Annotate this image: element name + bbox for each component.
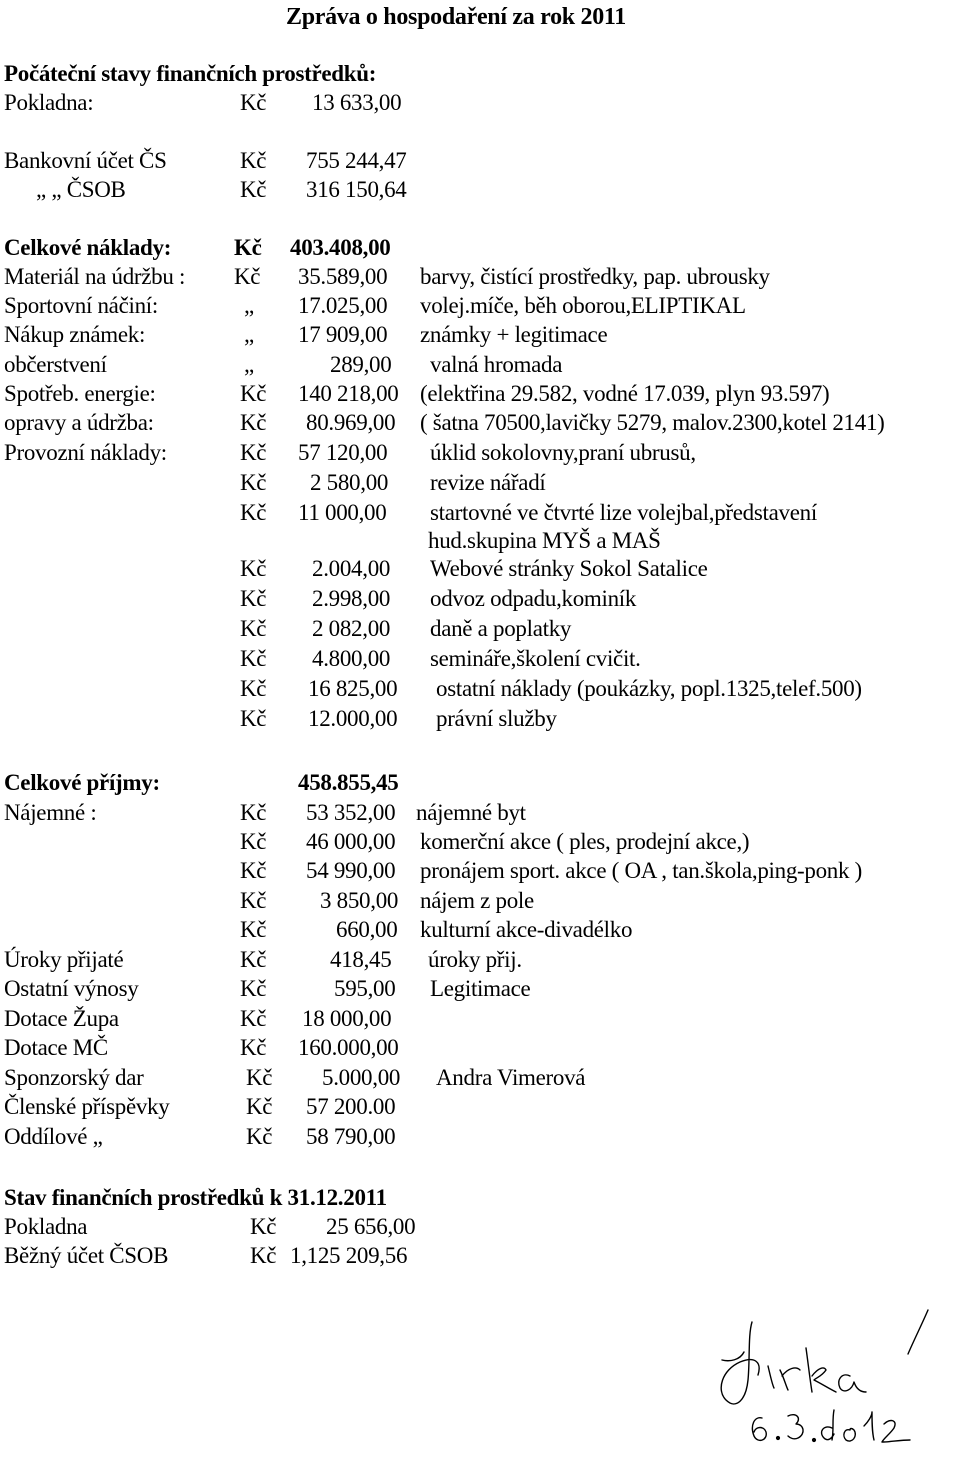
- income-note: Legitimace: [430, 976, 531, 1001]
- closing-label-pokladna: Pokladna: [4, 1214, 88, 1239]
- expense-currency: Kč: [240, 556, 267, 581]
- expense-amount: 35.589,00: [298, 264, 388, 289]
- income-currency: Kč: [240, 858, 267, 883]
- income-label: Dotace Župa: [4, 1006, 119, 1031]
- expense-note: semináře,školení cvičit.: [430, 646, 641, 671]
- income-label: Úroky přijaté: [4, 947, 124, 972]
- expense-amount: 12.000,00: [308, 706, 398, 731]
- income-currency: Kč: [240, 888, 267, 913]
- opening-label-pokladna: Pokladna:: [4, 90, 94, 115]
- expense-label: Spotřeb. energie:: [4, 381, 156, 406]
- expense-label: opravy a údržba:: [4, 410, 154, 435]
- opening-amount-pokladna: 13 633,00: [312, 90, 402, 115]
- handwritten-signature: [700, 1300, 940, 1450]
- expense-currency: „: [244, 293, 254, 318]
- opening-amount-cs: 755 244,47: [306, 148, 407, 173]
- opening-cur-pokladna: Kč: [240, 90, 267, 115]
- income-label: Ostatní výnosy: [4, 976, 139, 1001]
- income-amount: 3 850,00: [320, 888, 399, 913]
- expense-amount: 2.004,00: [312, 556, 391, 581]
- opening-cur-cs: Kč: [240, 148, 267, 173]
- expense-currency: Kč: [240, 706, 267, 731]
- expense-currency: Kč: [240, 646, 267, 671]
- expense-currency: Kč: [240, 586, 267, 611]
- opening-heading: Počáteční stavy finančních prostředků:: [4, 61, 377, 86]
- expense-currency: Kč: [240, 381, 267, 406]
- expense-amount: 2 580,00: [310, 470, 389, 495]
- expense-currency: Kč: [240, 470, 267, 495]
- expense-note: ( šatna 70500,lavičky 5279, malov.2300,kotel 2141): [420, 410, 885, 435]
- income-amount: 18 000,00: [302, 1006, 392, 1031]
- income-currency: Kč: [240, 829, 267, 854]
- income-amount: 54 990,00: [306, 858, 396, 883]
- income-label: Nájemné :: [4, 800, 97, 825]
- income-currency: Kč: [240, 1006, 267, 1031]
- expense-amount: 289,00: [330, 352, 392, 377]
- expenses-heading: Celkové náklady:: [4, 235, 172, 260]
- opening-cur-csob: Kč: [240, 177, 267, 202]
- income-note: pronájem sport. akce ( OA , tan.škola,ping-ponk ): [420, 858, 862, 883]
- expense-amount: 140 218,00: [298, 381, 399, 406]
- expense-note: (elektřina 29.582, vodné 17.039, plyn 93.597): [420, 381, 830, 406]
- income-currency: Kč: [246, 1124, 273, 1149]
- expense-currency: Kč: [240, 676, 267, 701]
- expense-note: ostatní náklady (poukázky, popl.1325,telef.500): [436, 676, 862, 701]
- expenses-heading-cur: Kč: [234, 235, 262, 260]
- closing-cur-pokladna: Kč: [250, 1214, 277, 1239]
- closing-amount-csob: 1,125 209,56: [290, 1243, 408, 1268]
- expense-label: Materiál na údržbu :: [4, 264, 186, 289]
- closing-cur-csob: Kč: [250, 1243, 277, 1268]
- expense-note: revize nářadí: [430, 470, 546, 495]
- expense-amount: 80.969,00: [306, 410, 396, 435]
- expense-note: Webové stránky Sokol Satalice: [430, 556, 708, 581]
- income-currency: Kč: [246, 1094, 273, 1119]
- income-note: úroky přij.: [428, 947, 522, 972]
- expense-note: daně a poplatky: [430, 616, 572, 641]
- income-amount: 160.000,00: [298, 1035, 399, 1060]
- income-amount: 418,45: [330, 947, 392, 972]
- opening-label-cs: Bankovní účet ČS: [4, 148, 167, 173]
- income-note: kulturní akce-divadélko: [420, 917, 633, 942]
- expense-currency: „: [244, 352, 254, 377]
- expense-amount: 16 825,00: [308, 676, 398, 701]
- expenses-heading-amount: 403.408,00: [290, 235, 391, 260]
- closing-heading: Stav finančních prostředků k 31.12.2011: [4, 1185, 387, 1210]
- income-label: Členské příspěvky: [4, 1094, 170, 1119]
- expense-label: Provozní náklady:: [4, 440, 167, 465]
- expense-note: valná hromada: [430, 352, 563, 377]
- income-currency: Kč: [240, 800, 267, 825]
- income-currency: Kč: [240, 947, 267, 972]
- income-amount: 57 200.00: [306, 1094, 396, 1119]
- closing-amount-pokladna: 25 656,00: [326, 1214, 416, 1239]
- expense-currency: Kč: [240, 616, 267, 641]
- expense-note: odvoz odpadu,kominík: [430, 586, 637, 611]
- income-amount: 58 790,00: [306, 1124, 396, 1149]
- income-amount: 5.000,00: [322, 1065, 401, 1090]
- expense-label: občerstvení: [4, 352, 107, 377]
- expense-currency: Kč: [240, 440, 267, 465]
- income-amount: 660,00: [336, 917, 398, 942]
- income-currency: Kč: [240, 917, 267, 942]
- closing-label-csob: Běžný účet ČSOB: [4, 1243, 169, 1268]
- income-heading-amount: 458.855,45: [298, 770, 399, 795]
- expense-amount: 4.800,00: [312, 646, 391, 671]
- income-note: komerční akce ( ples, prodejní akce,): [420, 829, 750, 854]
- income-label: Dotace MČ: [4, 1035, 108, 1060]
- income-amount: 595,00: [334, 976, 396, 1001]
- income-label: Sponzorský dar: [4, 1065, 144, 1090]
- expense-amount: 2.998,00: [312, 586, 391, 611]
- expense-note: barvy, čistící prostředky, pap. ubrousky: [420, 264, 770, 289]
- expense-currency: Kč: [240, 500, 267, 525]
- income-note: nájemné byt: [416, 800, 526, 825]
- expense-currency: Kč: [234, 264, 261, 289]
- expense-note: úklid sokolovny,praní ubrusů,: [430, 440, 696, 465]
- expense-label: Sportovní náčiní:: [4, 293, 158, 318]
- expense-note: právní služby: [436, 706, 557, 731]
- expense-note: startovné ve čtvrté lize volejbal,představení: [430, 500, 817, 525]
- page-title: Zpráva o hospodaření za rok 2011: [286, 4, 627, 30]
- income-note: Andra Vimerová: [436, 1065, 586, 1090]
- expense-amount: 11 000,00: [298, 500, 387, 525]
- income-currency: Kč: [240, 976, 267, 1001]
- income-amount: 46 000,00: [306, 829, 396, 854]
- expense-amount: 17 909,00: [298, 322, 388, 347]
- expense-currency: Kč: [240, 410, 267, 435]
- opening-amount-csob: 316 150,64: [306, 177, 407, 202]
- expense-amount: 2 082,00: [312, 616, 391, 641]
- expense-amount: 17.025,00: [298, 293, 388, 318]
- income-note: nájem z pole: [420, 888, 534, 913]
- income-currency: Kč: [240, 1035, 267, 1060]
- income-heading: Celkové příjmy:: [4, 770, 160, 795]
- expense-label: Nákup známek:: [4, 322, 146, 347]
- opening-label-csob: „ „ ČSOB: [36, 177, 126, 202]
- income-amount: 53 352,00: [306, 800, 396, 825]
- income-label: Oddílové „: [4, 1124, 103, 1149]
- income-currency: Kč: [246, 1065, 273, 1090]
- expense-note: volej.míče, běh oborou,ELIPTIKAL: [420, 293, 746, 318]
- expense-currency: „: [244, 322, 254, 347]
- expense-amount: 57 120,00: [298, 440, 388, 465]
- expense-note-continued: hud.skupina MYŠ a MAŠ: [428, 528, 661, 553]
- expense-note: známky + legitimace: [420, 322, 608, 347]
